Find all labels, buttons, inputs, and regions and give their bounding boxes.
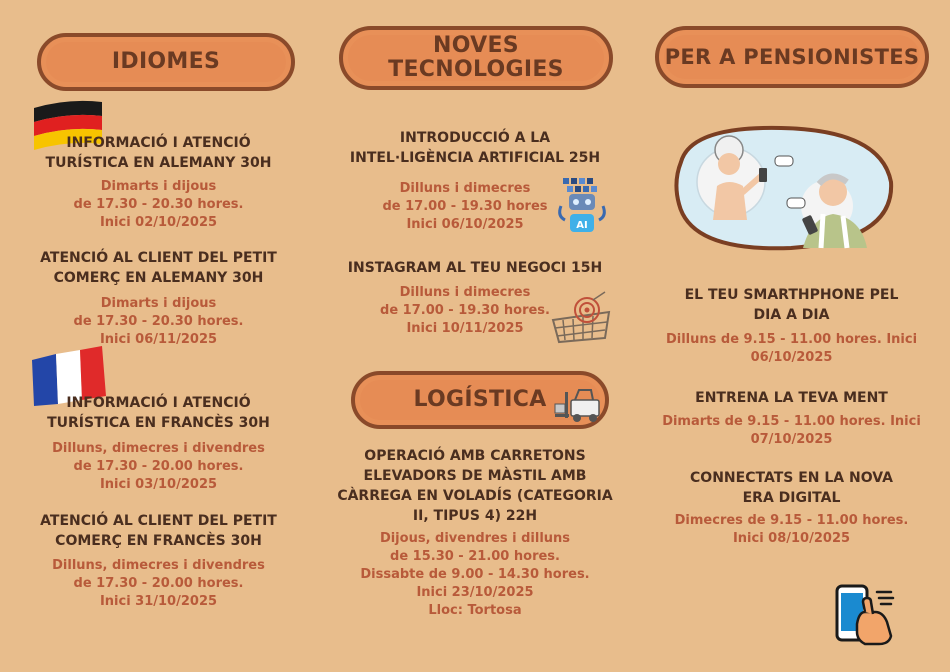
- course-title: INFORMACIÓ I ATENCIÓ TURÍSTICA EN ALEMANY 30H: [45, 135, 272, 171]
- course-title: ATENCIÓ AL CLIENT DEL PETIT COMERÇ EN ALEMANY 30H: [40, 250, 277, 286]
- phone-hand-icon: [833, 584, 897, 646]
- noves-tecnologies-column: [317, 0, 633, 672]
- noves-tecnologies-heading: [339, 26, 613, 90]
- course-details: Dilluns i dimecres de 17.00 - 19.30 hores Inici 06/10/2025: [382, 181, 548, 232]
- seniors-smartphone-illustration: [671, 122, 897, 254]
- forklift-icon: [553, 388, 605, 424]
- course-title: ATENCIÓ AL CLIENT DEL PETIT COMERÇ EN FRANCÈS 30H: [40, 513, 277, 549]
- course-details: Dilluns i dimecres de 17.00 - 19.30 hores. Inici 10/11/2025: [380, 285, 550, 336]
- pensionistes-heading: [655, 26, 929, 88]
- course-details: Dijous, divendres i dilluns de 15.30 - 21.00 hores. Dissabte de 9.00 - 14.30 hores. Inici 23/10/2025 Lloc: Tortosa: [360, 531, 590, 618]
- course-details: Dimecres de 9.15 - 11.00 hores. Inici 08/10/2025: [674, 513, 909, 546]
- idiomes-heading: [37, 33, 295, 91]
- pensionistes-column: [633, 0, 950, 672]
- course-title: CONNECTATS EN LA NOVA ERA DIGITAL: [690, 470, 893, 506]
- course-title: INTRODUCCIÓ A LA INTEL·LIGÈNCIA ARTIFICIAL 25H: [349, 130, 601, 166]
- svg-text:AI: AI: [576, 220, 588, 231]
- course-details: Dilluns de 9.15 - 11.00 hores. Inici 06/10/2025: [665, 332, 918, 365]
- noves-tecnologies-heading-text: NOVES TECNOLOGIES: [388, 33, 564, 82]
- course-title: ENTRENA LA TEVA MENT: [695, 390, 888, 406]
- course-title: OPERACIÓ AMB CARRETONS ELEVADORS DE MÀSTIL AMB CÀRREGA EN VOLADÍS (CATEGORIA II, TIPUS 4) 22H: [337, 448, 613, 524]
- course-details: Dimarts de 9.15 - 11.00 hores. Inici 07/10/2025: [662, 414, 921, 447]
- course-details: Dilluns, dimecres i divendres de 17.30 - 20.00 hores. Inici 31/10/2025: [52, 558, 265, 609]
- ai-robot-icon: [555, 176, 609, 236]
- course-details: Dilluns, dimecres i divendres de 17.30 - 20.00 hores. Inici 03/10/2025: [52, 441, 265, 492]
- shopping-cart-target-icon: [549, 290, 617, 348]
- course-title: INSTAGRAM AL TEU NEGOCI 15H: [347, 260, 603, 276]
- course-title: EL TEU SMARTHPHONE PEL DIA A DIA: [684, 287, 899, 323]
- idiomes-column: [0, 0, 317, 672]
- logistica-heading-text: LOGÍSTICA: [413, 387, 547, 412]
- course-title: INFORMACIÓ I ATENCIÓ TURÍSTICA EN FRANCÈS 30H: [47, 395, 270, 431]
- course-details: Dimarts i dijous de 17.30 - 20.30 hores. Inici 06/11/2025: [73, 296, 244, 347]
- course-details: Dimarts i dijous de 17.30 - 20.30 hores. Inici 02/10/2025: [73, 179, 244, 230]
- pensionistes-heading-text: PER A PENSIONISTES: [664, 45, 920, 69]
- idiomes-heading-text: IDIOMES: [111, 49, 221, 74]
